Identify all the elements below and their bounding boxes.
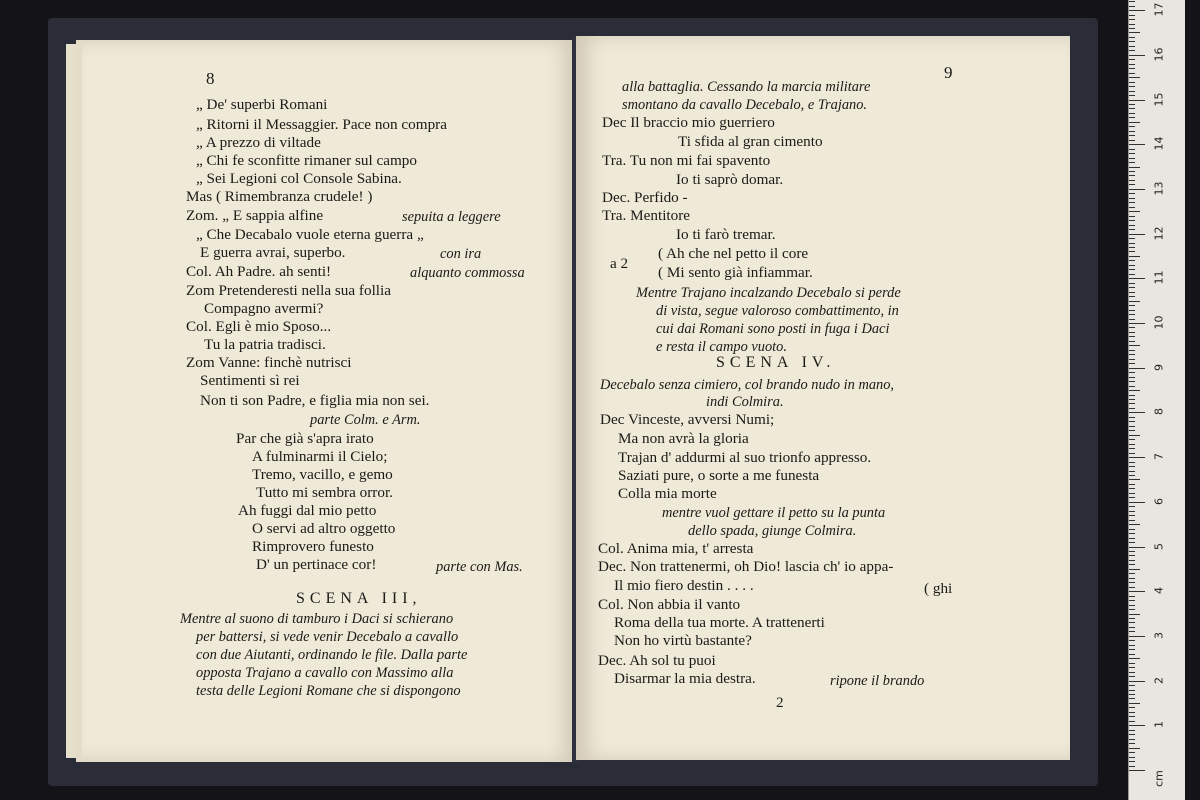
- ruler-tick: [1129, 1, 1135, 2]
- ruler-number: 8: [1152, 408, 1166, 416]
- ruler-tick: [1129, 547, 1145, 548]
- ruler-tick: [1129, 377, 1135, 378]
- ruler-tick: [1129, 502, 1145, 503]
- ruler-tick: [1129, 153, 1135, 154]
- ruler-tick: [1129, 681, 1145, 682]
- ruler-tick: [1129, 131, 1135, 132]
- text-line: Mas ( Rimembranza crudele! ): [186, 188, 373, 205]
- text-line: E guerra avrai, superbo.: [200, 244, 346, 261]
- ruler-tick: [1129, 381, 1135, 382]
- text-line: Dec. Ah sol tu puoi: [598, 652, 716, 669]
- ruler-tick: [1129, 180, 1135, 181]
- text-line: „ Ritorni il Messaggier. Pace non compra: [196, 116, 447, 133]
- ruler-tick: [1129, 761, 1135, 762]
- ruler-tick: [1129, 757, 1135, 758]
- ruler-tick: [1129, 55, 1145, 56]
- ruler-tick: [1129, 421, 1135, 422]
- measurement-ruler: [1128, 0, 1185, 800]
- text-line: Tutto mi sembra orror.: [256, 484, 393, 501]
- ruler-tick: [1129, 533, 1135, 534]
- stage-direction: smontano da cavallo Decebalo, e Trajano.: [622, 97, 868, 113]
- ruler-number: 10: [1152, 315, 1166, 330]
- stage-direction: alla battaglia. Cessando la marcia militare: [622, 79, 871, 95]
- ruler-tick: [1129, 618, 1135, 619]
- ruler-tick: [1129, 225, 1135, 226]
- ruler-tick: [1129, 403, 1135, 404]
- ruler-tick: [1129, 739, 1135, 740]
- text-line: Tra. Mentitore: [602, 207, 691, 224]
- ruler-tick: [1129, 350, 1135, 351]
- ruler-number: 15: [1152, 92, 1166, 106]
- ruler-tick: [1129, 86, 1135, 87]
- scene-description: con due Aiutanti, ordinando le file. Dalla parte: [196, 647, 468, 663]
- ruler-unit: cm: [1152, 770, 1166, 787]
- ruler-tick: [1129, 50, 1135, 51]
- ruler-tick: [1129, 256, 1140, 257]
- stage-direction: dello spada, giunge Colmira.: [688, 523, 857, 539]
- ruler-tick: [1129, 730, 1135, 731]
- ruler-tick: [1129, 390, 1140, 391]
- text-line: ( ghi: [924, 580, 953, 597]
- ruler-number: 4: [1152, 587, 1166, 595]
- ruler-tick: [1129, 24, 1135, 25]
- ruler-tick: [1129, 229, 1135, 230]
- ruler-tick: [1129, 323, 1145, 324]
- ruler-tick: [1129, 234, 1145, 235]
- text-line: Zom Vanne: finchè nutrisci: [186, 354, 352, 371]
- text-line: Trajan d' addurmi al suo trionfo appresso.: [618, 449, 872, 466]
- ruler-tick: [1129, 211, 1140, 212]
- scene-heading: SCENA IV.: [716, 354, 836, 371]
- right-page: [576, 36, 1070, 760]
- stage-direction: cui dai Romani sono posti in fuga i Daci: [656, 321, 890, 337]
- ruler-tick: [1129, 555, 1135, 556]
- ruler-tick: [1129, 529, 1135, 530]
- ruler-tick: [1129, 444, 1135, 445]
- ruler-tick: [1129, 126, 1135, 127]
- ruler-tick: [1129, 198, 1135, 199]
- ruler-tick: [1129, 506, 1135, 507]
- ruler-number: 3: [1152, 631, 1166, 639]
- ruler-tick: [1129, 32, 1140, 33]
- ruler-tick: [1129, 274, 1135, 275]
- ruler-number: 13: [1152, 181, 1166, 196]
- text-line: Col. Ah Padre. ah senti!: [186, 263, 332, 280]
- stage-direction: Decebalo senza cimiero, col brando nudo in mano,: [600, 377, 895, 393]
- ruler-tick: [1129, 605, 1135, 606]
- text-line: Io ti saprò domar.: [676, 171, 784, 188]
- ruler-tick: [1129, 28, 1135, 29]
- ruler-tick: [1129, 386, 1135, 387]
- ruler-tick: [1129, 672, 1135, 673]
- ruler-tick: [1129, 140, 1135, 141]
- ruler-number: 2: [1152, 676, 1166, 684]
- ruler-tick: [1129, 685, 1135, 686]
- stage-direction: Mentre Trajano incalzando Decebalo si perde: [636, 285, 901, 301]
- ruler-tick: [1129, 247, 1135, 248]
- ruler-tick: [1129, 292, 1135, 293]
- text-line: O servi ad altro oggetto: [252, 520, 396, 537]
- page-number: 9: [944, 63, 953, 82]
- text-line: „ Chi fe sconfitte rimaner sul campo: [196, 152, 417, 169]
- ruler-tick: [1129, 462, 1135, 463]
- ruler-tick: [1129, 149, 1135, 150]
- ruler-tick: [1129, 435, 1140, 436]
- ruler-tick: [1129, 68, 1135, 69]
- text-line: Tu la patria tradisci.: [204, 336, 326, 353]
- text-line: Rimprovero funesto: [252, 538, 374, 555]
- ruler-tick: [1129, 104, 1135, 105]
- ruler-number: 6: [1152, 497, 1166, 505]
- ruler-tick: [1129, 649, 1135, 650]
- ruler-tick: [1129, 251, 1135, 252]
- ruler-tick: [1129, 162, 1135, 163]
- ruler-tick: [1129, 690, 1135, 691]
- ruler-tick: [1129, 493, 1135, 494]
- ruler-tick: [1129, 439, 1135, 440]
- ruler-tick: [1129, 631, 1135, 632]
- text-line: Dec. Non trattenermi, oh Dio! lascia ch' io appa-: [598, 558, 894, 575]
- ruler-tick: [1129, 283, 1135, 284]
- ruler-tick: [1129, 542, 1135, 543]
- ruler-tick: [1129, 117, 1135, 118]
- stage-direction: sepuita a leggere: [402, 209, 501, 225]
- ruler-tick: [1129, 100, 1145, 101]
- text-line: a 2: [610, 255, 629, 272]
- ruler-tick: [1129, 6, 1135, 7]
- text-line: „ A prezzo di viltade: [196, 134, 321, 151]
- ruler-tick: [1129, 359, 1135, 360]
- text-line: „ Che Decabalo vuole eterna guerra „: [196, 226, 424, 243]
- stage-direction: alquanto commossa: [410, 265, 525, 281]
- ruler-tick: [1129, 341, 1135, 342]
- text-line: Non ti son Padre, e figlia mia non sei.: [200, 392, 430, 409]
- ruler-number: 11: [1152, 270, 1166, 285]
- ruler-tick: [1129, 95, 1135, 96]
- ruler-tick: [1129, 707, 1135, 708]
- ruler-tick: [1129, 412, 1145, 413]
- ruler-tick: [1129, 430, 1135, 431]
- ruler-tick: [1129, 287, 1135, 288]
- ruler-number: 1: [1152, 721, 1166, 729]
- signature-mark: 2: [776, 694, 784, 711]
- ruler-tick: [1129, 296, 1135, 297]
- text-line: Non ho virtù bastante?: [614, 632, 752, 649]
- text-line: Colla mia morte: [618, 485, 717, 502]
- ruler-tick: [1129, 743, 1135, 744]
- ruler-tick: [1129, 511, 1135, 512]
- ruler-tick: [1129, 578, 1135, 579]
- ruler-tick: [1129, 46, 1135, 47]
- text-line: Dec. Perfido -: [602, 189, 688, 206]
- ruler-tick: [1129, 573, 1135, 574]
- ruler-tick: [1129, 278, 1145, 279]
- ruler-tick: [1129, 538, 1135, 539]
- left-page: [82, 40, 576, 762]
- ruler-tick: [1129, 82, 1135, 83]
- ruler-tick: [1129, 108, 1135, 109]
- ruler-tick: [1129, 471, 1135, 472]
- text-line: Col. Non abbia il vanto: [598, 596, 741, 613]
- ruler-tick: [1129, 113, 1135, 114]
- ruler-tick: [1129, 193, 1135, 194]
- ruler-tick: [1129, 752, 1135, 753]
- ruler-number: 5: [1152, 542, 1166, 550]
- ruler-tick: [1129, 327, 1135, 328]
- ruler-tick: [1129, 417, 1135, 418]
- text-line: Zom. „ E sappia alfine: [186, 207, 324, 224]
- ruler-tick: [1129, 479, 1140, 480]
- ruler-tick: [1129, 725, 1145, 726]
- stage-direction: parte con Mas.: [436, 559, 523, 575]
- ruler-tick: [1129, 314, 1135, 315]
- ruler-tick: [1129, 354, 1135, 355]
- ruler-tick: [1129, 77, 1140, 78]
- text-line: Dec Vinceste, avversi Numi;: [600, 411, 775, 428]
- ruler-number: 17: [1152, 2, 1166, 17]
- ruler-tick: [1129, 448, 1135, 449]
- ruler-tick: [1129, 15, 1135, 16]
- ruler-tick: [1129, 399, 1135, 400]
- ruler-tick: [1129, 202, 1135, 203]
- ruler-tick: [1129, 770, 1145, 771]
- ruler-tick: [1129, 10, 1145, 11]
- ruler-tick: [1129, 336, 1135, 337]
- ruler-tick: [1129, 640, 1135, 641]
- text-line: Ah fuggi dal mio petto: [238, 502, 377, 519]
- ruler-tick: [1129, 667, 1135, 668]
- ruler-tick: [1129, 560, 1135, 561]
- ruler-tick: [1129, 158, 1135, 159]
- text-line: ( Ah che nel petto il core: [658, 245, 809, 262]
- ruler-tick: [1129, 135, 1135, 136]
- ruler-tick: [1129, 319, 1135, 320]
- ruler-tick: [1129, 698, 1135, 699]
- stage-direction: con ira: [440, 246, 482, 262]
- ruler-tick: [1129, 716, 1135, 717]
- scene-heading: SCENA III,: [296, 590, 422, 607]
- ruler-tick: [1129, 636, 1145, 637]
- stage-direction: indi Colmira.: [706, 394, 784, 410]
- ruler-number: 9: [1152, 363, 1166, 371]
- text-line: Il mio fiero destin . . . .: [614, 577, 754, 594]
- ruler-tick: [1129, 122, 1140, 123]
- ruler-tick: [1129, 269, 1135, 270]
- ruler-tick: [1129, 332, 1135, 333]
- text-line: Col. Anima mia, t' arresta: [598, 540, 754, 557]
- ruler-tick: [1129, 167, 1140, 168]
- text-line: Disarmar la mia destra.: [614, 670, 756, 687]
- stage-direction: e resta il campo vuoto.: [656, 339, 787, 355]
- text-line: Par che già s'apra irato: [236, 430, 374, 447]
- ruler-tick: [1129, 609, 1135, 610]
- scene-description: per battersi, si vede venir Decebalo a cavallo: [196, 629, 459, 645]
- text-line: Tra. Tu non mi fai spavento: [602, 152, 771, 169]
- page-number: 8: [206, 69, 215, 88]
- ruler-tick: [1129, 189, 1145, 190]
- stage-direction: parte Colm. e Arm.: [310, 412, 421, 428]
- ruler-tick: [1129, 766, 1135, 767]
- ruler-tick: [1129, 345, 1140, 346]
- text-line: Ti sfida al gran cimento: [678, 133, 823, 150]
- text-line: D' un pertinace cor!: [256, 556, 377, 573]
- ruler-tick: [1129, 645, 1135, 646]
- ruler-tick: [1129, 694, 1135, 695]
- ruler-tick: [1129, 712, 1135, 713]
- ruler-tick: [1129, 243, 1135, 244]
- ruler-tick: [1129, 484, 1135, 485]
- ruler-tick: [1129, 453, 1135, 454]
- ruler-number: 16: [1152, 47, 1166, 62]
- ruler-tick: [1129, 41, 1135, 42]
- ruler-tick: [1129, 19, 1135, 20]
- stage-direction: mentre vuol gettare il petto su la punta: [662, 505, 886, 521]
- ruler-tick: [1129, 301, 1140, 302]
- ruler-tick: [1129, 64, 1135, 65]
- ruler-tick: [1129, 457, 1145, 458]
- ruler-tick: [1129, 260, 1135, 261]
- text-line: Tremo, vacillo, e gemo: [252, 466, 393, 483]
- ruler-tick: [1129, 372, 1135, 373]
- ruler-tick: [1129, 408, 1135, 409]
- ruler-tick: [1129, 622, 1135, 623]
- ruler-tick: [1129, 368, 1145, 369]
- ruler-tick: [1129, 614, 1140, 615]
- ruler-tick: [1129, 520, 1135, 521]
- ruler-tick: [1129, 395, 1135, 396]
- text-line: Saziati pure, o sorte a me funesta: [618, 467, 820, 484]
- ruler-number: 7: [1152, 453, 1166, 461]
- ruler-tick: [1129, 184, 1135, 185]
- ruler-tick: [1129, 676, 1135, 677]
- ruler-tick: [1129, 216, 1135, 217]
- scene-description: testa delle Legioni Romane che si dispongono: [196, 683, 461, 699]
- ruler-tick: [1129, 207, 1135, 208]
- ruler-tick: [1129, 497, 1135, 498]
- text-line: Compagno avermi?: [204, 300, 324, 317]
- ruler-tick: [1129, 59, 1135, 60]
- text-line: Io ti farò tremar.: [676, 226, 776, 243]
- text-line: Sentimenti sì rei: [200, 372, 300, 389]
- ruler-tick: [1129, 734, 1135, 735]
- ruler-tick: [1129, 238, 1135, 239]
- ruler-tick: [1129, 600, 1135, 601]
- scene-description: Mentre al suono di tamburo i Daci si schierano: [180, 611, 454, 627]
- ruler-number: 12: [1152, 226, 1166, 241]
- ruler-tick: [1129, 658, 1140, 659]
- ruler-tick: [1129, 591, 1145, 592]
- ruler-tick: [1129, 524, 1140, 525]
- ruler-tick: [1129, 475, 1135, 476]
- ruler-tick: [1129, 654, 1135, 655]
- text-line: Roma della tua morte. A trattenerti: [614, 614, 825, 631]
- ruler-tick: [1129, 220, 1135, 221]
- ruler-tick: [1129, 564, 1135, 565]
- ruler-tick: [1129, 587, 1135, 588]
- ruler-tick: [1129, 91, 1135, 92]
- ruler-tick: [1129, 144, 1145, 145]
- ruler-tick: [1129, 37, 1135, 38]
- ruler-tick: [1129, 663, 1135, 664]
- text-line: „ De' superbi Romani: [196, 96, 328, 113]
- ruler-tick: [1129, 73, 1135, 74]
- ruler-tick: [1129, 426, 1135, 427]
- ruler-tick: [1129, 265, 1135, 266]
- text-line: „ Sei Legioni col Console Sabina.: [196, 170, 402, 187]
- ruler-tick: [1129, 310, 1135, 311]
- ruler-tick: [1129, 551, 1135, 552]
- ruler-tick: [1129, 569, 1140, 570]
- text-line: Ma non avrà la gloria: [618, 430, 749, 447]
- ruler-tick: [1129, 488, 1135, 489]
- ruler-tick: [1129, 721, 1135, 722]
- ruler-tick: [1129, 582, 1135, 583]
- ruler-tick: [1129, 627, 1135, 628]
- ruler-tick: [1129, 748, 1140, 749]
- text-line: Col. Egli è mio Sposo...: [186, 318, 332, 335]
- ruler-number: 14: [1152, 136, 1166, 151]
- ruler-tick: [1129, 703, 1140, 704]
- ruler-tick: [1129, 305, 1135, 306]
- ruler-tick: [1129, 175, 1135, 176]
- text-line: A fulminarmi il Cielo;: [252, 448, 388, 465]
- text-line: Zom Pretenderesti nella sua follia: [186, 282, 391, 299]
- stage-direction: ripone il brando: [830, 673, 925, 689]
- ruler-tick: [1129, 171, 1135, 172]
- ruler-tick: [1129, 466, 1135, 467]
- ruler-tick: [1129, 515, 1135, 516]
- scene-description: opposta Trajano a cavallo con Massimo alla: [196, 665, 454, 681]
- text-line: ( Mi sento già infiammar.: [658, 264, 813, 281]
- stage-direction: di vista, segue valoroso combattimento, in: [656, 303, 899, 319]
- text-line: Dec Il braccio mio guerriero: [602, 114, 775, 131]
- ruler-tick: [1129, 363, 1135, 364]
- ruler-tick: [1129, 596, 1135, 597]
